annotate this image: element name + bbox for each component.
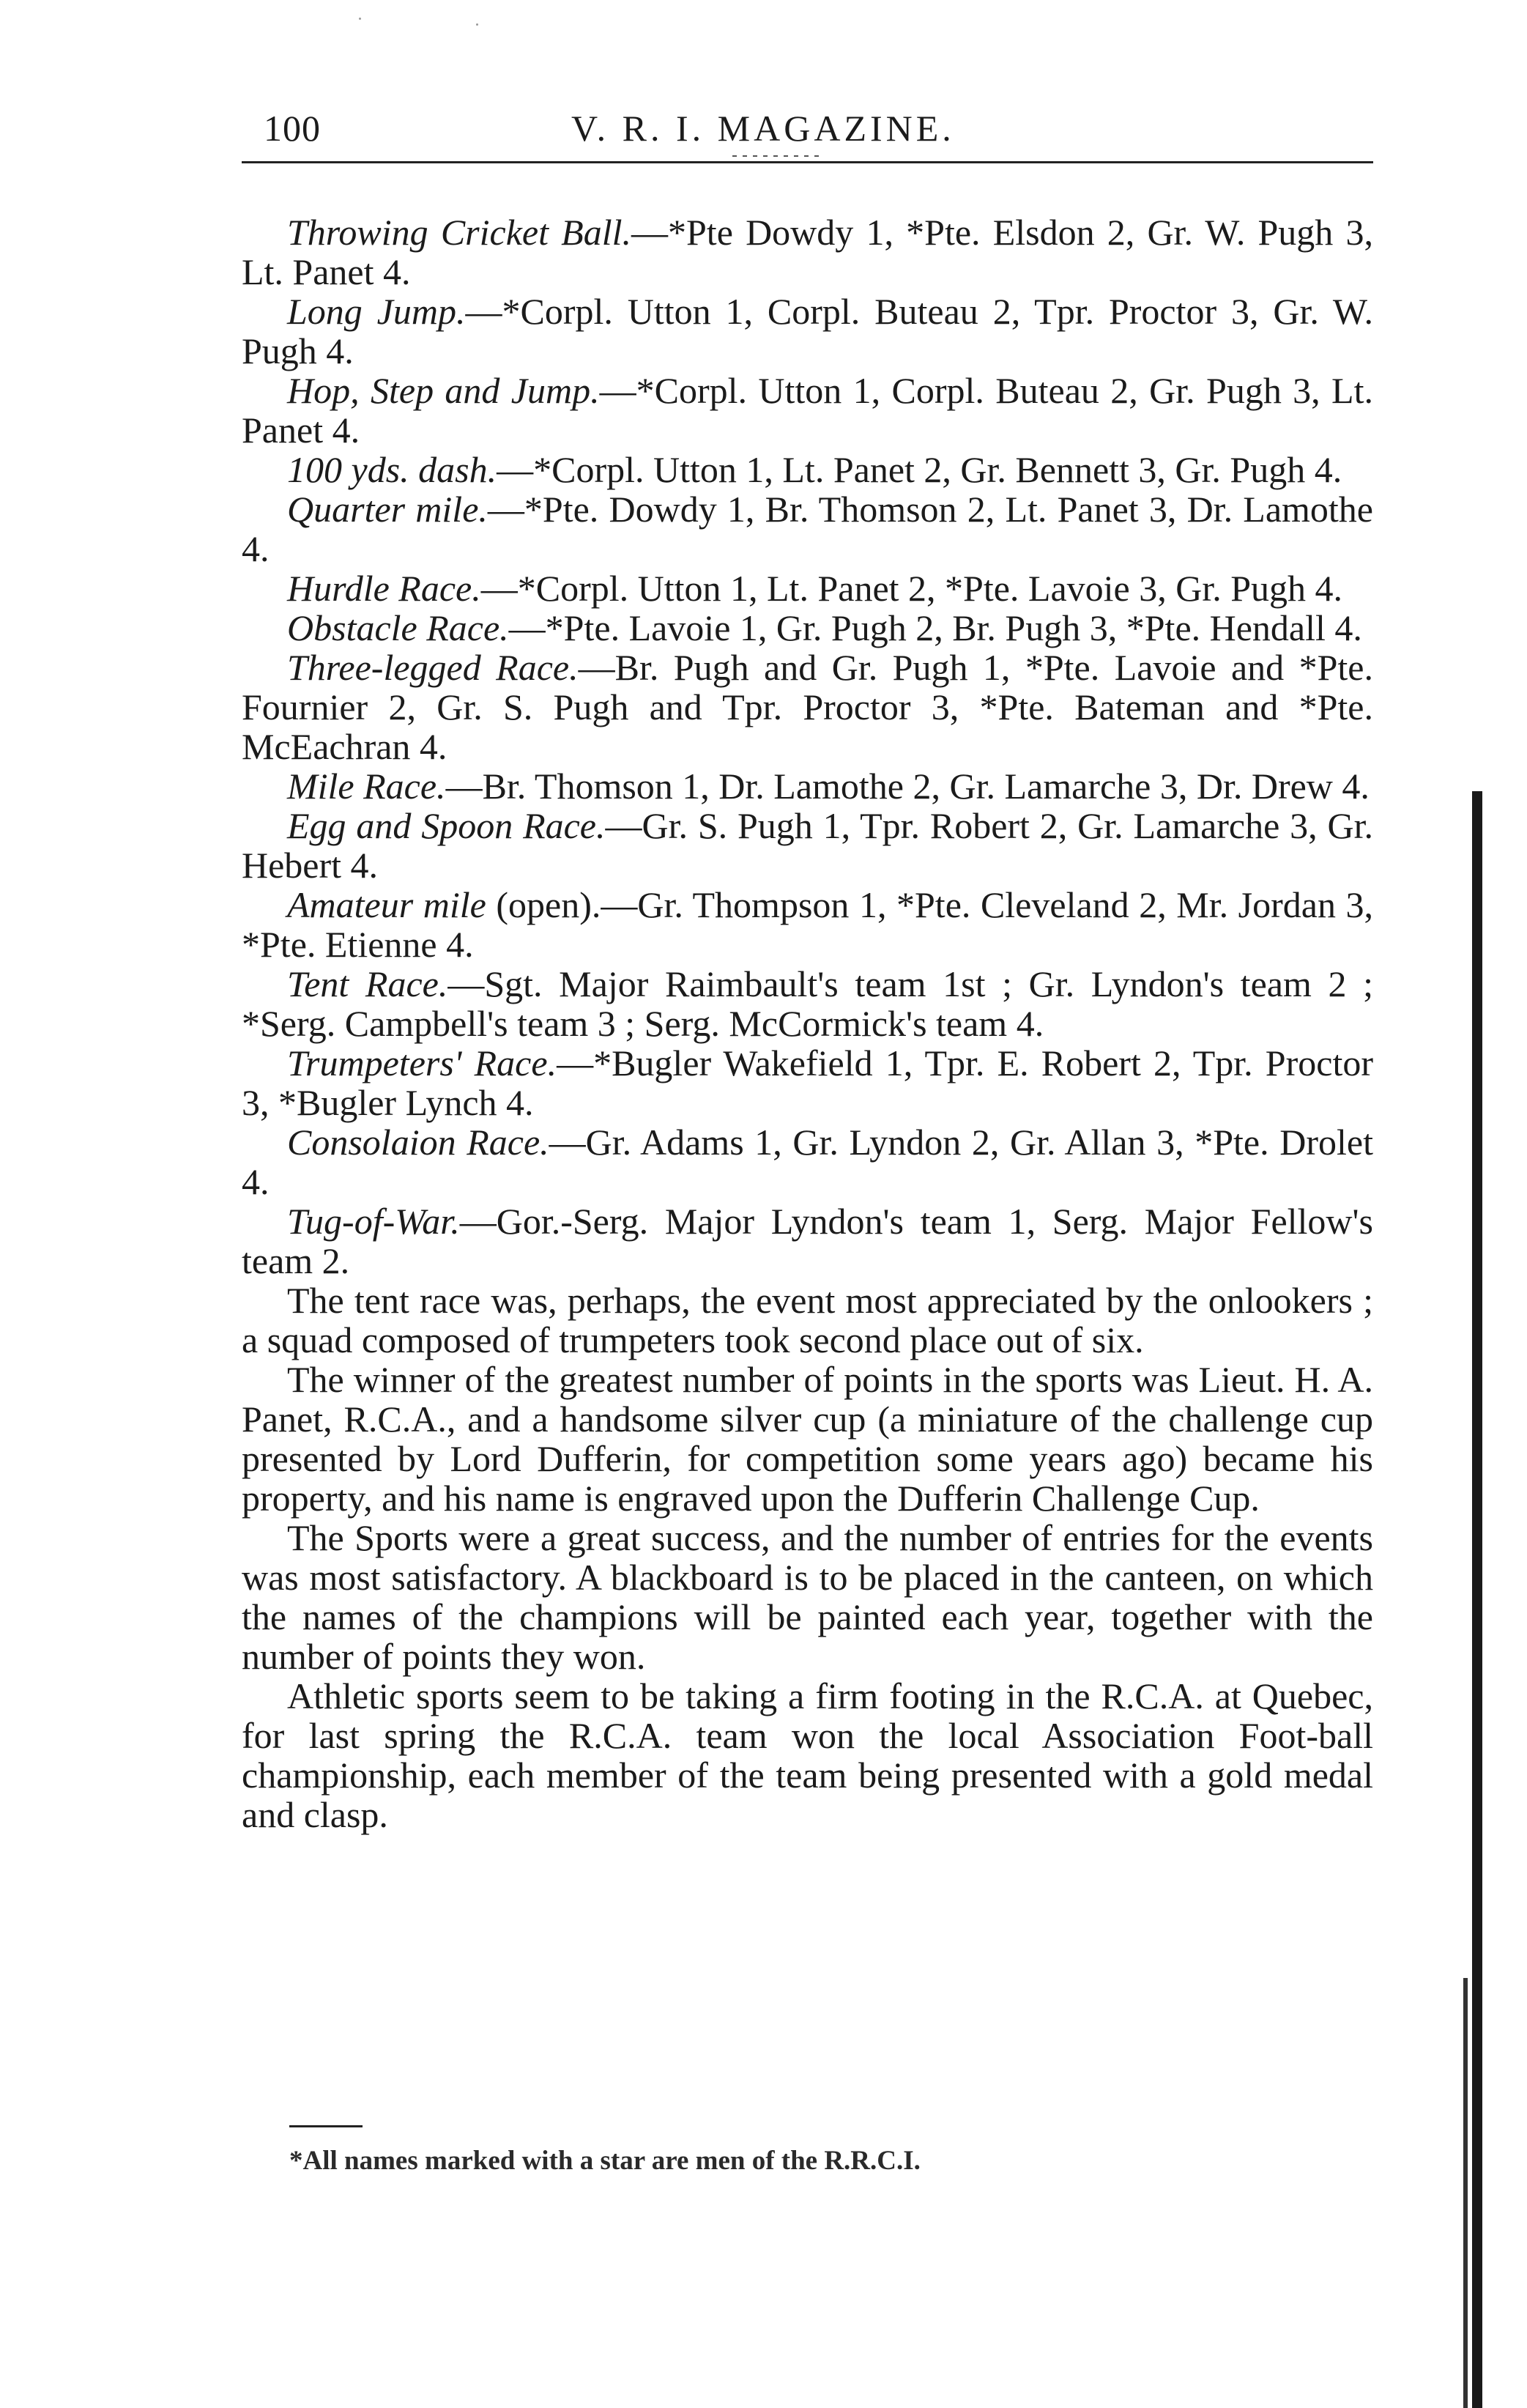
result-entry: [242, 964, 1373, 1043]
event-name: Tent Race.: [287, 963, 448, 1004]
running-head: V. R. I. MAGAZINE.: [571, 108, 955, 149]
event-results: —*Corpl. Utton 1, Corpl. Buteau 2, Tpr. Proctor 3, Gr. W. Pugh 4.: [242, 291, 1374, 371]
event-results: —*Pte Dowdy 1, *Pte. Elsdon 2, Gr. W. Pugh 3, Lt. Panet 4.: [242, 212, 1373, 292]
binding-edge: [1472, 791, 1482, 2408]
event-name: Trumpeters' Race.: [287, 1042, 557, 1083]
result-entry: [242, 292, 1373, 371]
event-results: —*Bugler Wakefield 1, Tpr. E. Robert 2, Tpr. Proctor 3, *Bugler Lynch 4.: [242, 1042, 1373, 1123]
event-results: —Br. Pugh and Gr. Pugh 1, *Pte. Lavoie and *Pte. Fournier 2, Gr. S. Pugh and Tpr. Proctor 3, *Pte. Bateman and *Pte. McEachran 4.: [242, 647, 1374, 767]
header-rule: [242, 161, 1373, 163]
event-results: —Sgt. Major Raimbault's team 1st ; Gr. Lyndon's team 2 ; *Serg. Campbell's team 3 ; Serg. McCormick's team 4.: [242, 963, 1373, 1044]
event-name: Hop, Step and Jump.: [287, 370, 600, 411]
event-results: —Gor.-Serg. Major Lyndon's team 1, Serg. Major Fellow's team 2.: [242, 1201, 1373, 1281]
result-entry: [242, 212, 1373, 292]
body-paragraph: The Sports were a great success, and the number of entries for the events was most satisfactory. A blackboard is to be placed in the canteen, on which the names of the champions will be painted each year, together with the number of points they won.: [242, 1517, 1373, 1677]
body-paragraph: The winner of the greatest number of points in the sports was Lieut. H. A. Panet, R.C.A., and a handsome silver cup (a miniature of the challenge cup presented by Lord Dufferin, for competition some years ago) became his property, and his name is engraved upon the Dufferin Challenge Cup.: [242, 1359, 1373, 1519]
event-results: —Gr. S. Pugh 1, Tpr. Robert 2, Gr. Lamarche 3, Gr. Hebert 4.: [242, 805, 1373, 886]
header-rule-speckle: [732, 155, 820, 157]
result-entry: [242, 450, 1373, 489]
result-entry: [242, 766, 1373, 806]
binding-edge-shadow: [1463, 1978, 1468, 2408]
body-paragraph: The tent race was, perhaps, the event most appreciated by the onlookers ; a squad composed of trumpeters took second place out of six.: [242, 1280, 1373, 1360]
event-name: Mile Race.: [287, 766, 446, 807]
result-entry: [242, 568, 1373, 608]
event-results: —Br. Thomson 1, Dr. Lamothe 2, Gr. Lamarche 3, Dr. Drew 4.: [445, 766, 1370, 807]
result-entry: [242, 371, 1373, 450]
body-paragraph: Athletic sports seem to be taking a firm footing in the R.C.A. at Quebec, for last spring the R.C.A. team won the local Association Foot-ball championship, each member of the team being presented with a gold medal and clasp.: [242, 1675, 1373, 1835]
event-results: (open).—Gr. Thompson 1, *Pte. Cleveland 2, Mr. Jordan 3, *Pte. Etienne 4.: [242, 884, 1373, 965]
event-results: —*Corpl. Utton 1, Lt. Panet 2, Gr. Bennett 3, Gr. Pugh 4.: [497, 449, 1342, 490]
result-entry: [242, 1122, 1373, 1201]
result-entry: [242, 608, 1373, 648]
event-name: Throwing Cricket Ball.: [287, 212, 631, 253]
event-results: —*Pte. Dowdy 1, Br. Thomson 2, Lt. Panet 3, Dr. Lamothe 4.: [242, 489, 1373, 569]
event-name: Hurdle Race.: [287, 568, 481, 609]
event-name: Three-legged Race.: [287, 647, 579, 688]
event-name: Obstacle Race.: [287, 607, 509, 648]
event-name: Egg and Spoon Race.: [287, 805, 606, 846]
event-results: —Gr. Adams 1, Gr. Lyndon 2, Gr. Allan 3, *Pte. Drolet 4.: [242, 1122, 1373, 1202]
page-header: [264, 103, 1362, 161]
result-entry: [242, 648, 1373, 766]
footnote-rule: [289, 2125, 363, 2127]
footnote: *All names marked with a star are men of the R.R.C.I.: [289, 2146, 921, 2176]
event-results: —*Corpl. Utton 1, Lt. Panet 2, *Pte. Lavoie 3, Gr. Pugh 4.: [480, 568, 1343, 609]
event-name: Long Jump.: [287, 291, 466, 332]
result-entry: [242, 806, 1373, 885]
event-name: Tug-of-War.: [287, 1201, 460, 1242]
body-text: [242, 212, 1373, 1834]
event-name: 100 yds. dash.: [287, 449, 497, 490]
result-entry: [242, 1201, 1373, 1281]
page-number: 100: [264, 108, 321, 149]
event-name: Quarter mile.: [287, 489, 488, 530]
scan-specks: [359, 15, 505, 29]
event-results: —*Pte. Lavoie 1, Gr. Pugh 2, Br. Pugh 3, *Pte. Hendall 4.: [508, 607, 1362, 648]
event-results: —*Corpl. Utton 1, Corpl. Buteau 2, Gr. Pugh 3, Lt. Panet 4.: [242, 370, 1373, 451]
event-name: Amateur mile: [287, 884, 486, 925]
event-name: Consolaion Race.: [287, 1122, 549, 1163]
result-entry: [242, 885, 1373, 964]
results-list: [242, 212, 1373, 1281]
result-entry: [242, 1043, 1373, 1122]
result-entry: [242, 489, 1373, 568]
